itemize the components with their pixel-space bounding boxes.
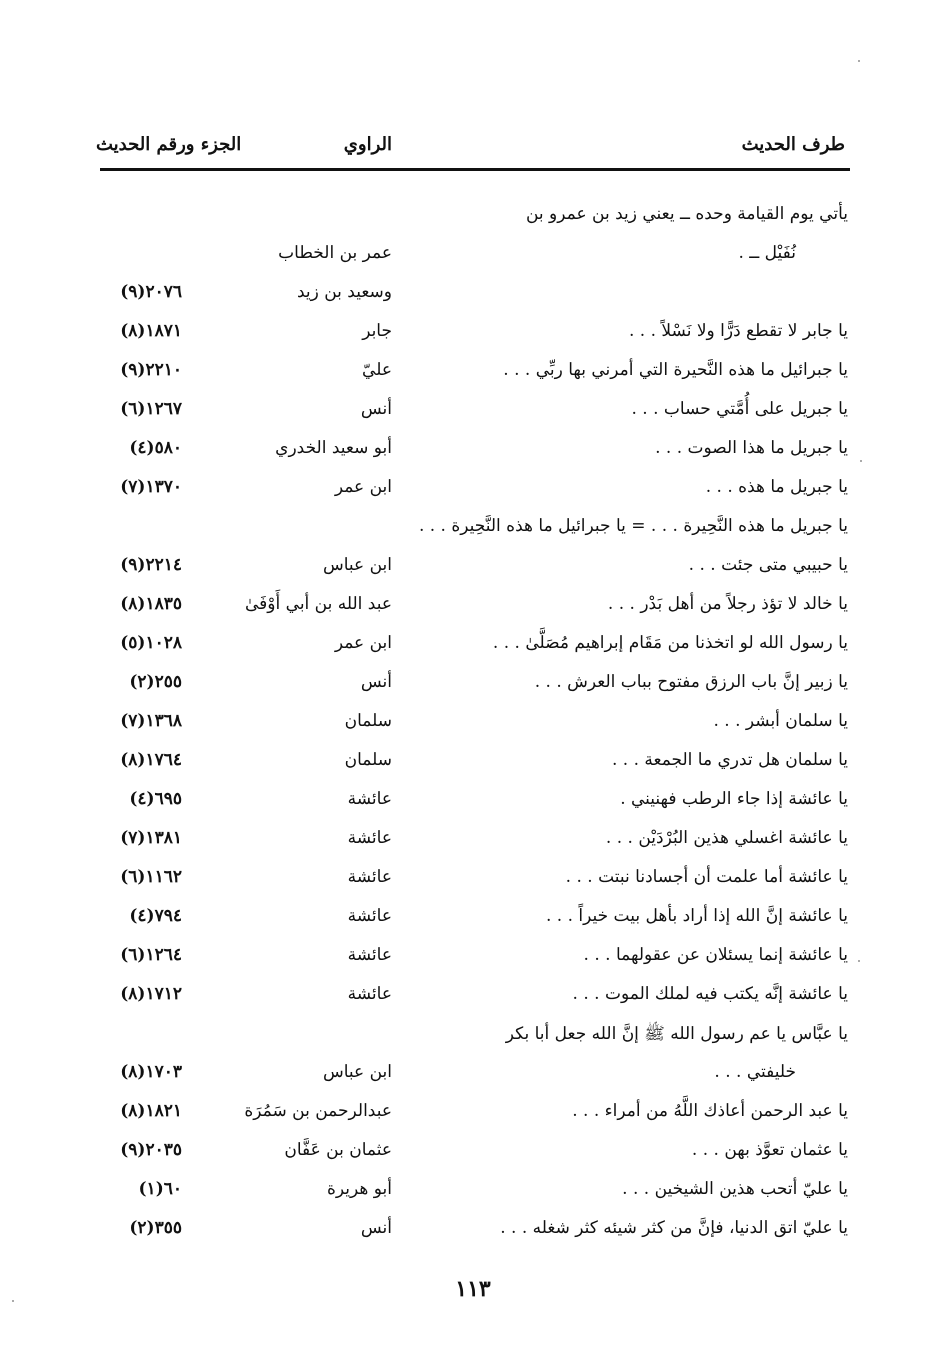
index-row	[0, 627, 946, 666]
index-row	[0, 510, 946, 549]
narrator-name: وسعيد بن زيد	[296, 282, 392, 302]
narrator-name: عبد الله بن أبي أَوْفَىٰ	[245, 594, 392, 614]
hadith-text: يا عائشة إذا جاء الرطب فهنيني .	[620, 789, 848, 809]
hadith-reference: ١٠٢٨(٥)	[120, 633, 182, 653]
index-row	[0, 432, 946, 471]
narrator-name: سلمان	[344, 711, 392, 731]
hadith-text: يا جبريل ما هذا الصوت . . .	[655, 438, 848, 458]
index-row	[0, 783, 946, 822]
hadith-text: نُفَيْل ــ .	[738, 243, 796, 263]
narrator-name: عائشة	[347, 828, 392, 848]
hadith-reference: ٢٠٣٥(٩)	[120, 1140, 182, 1160]
narrator-name: أنس	[360, 672, 392, 692]
hadith-index-list	[0, 198, 946, 1251]
index-row	[0, 1173, 946, 1212]
column-header-narrator: الراوي	[343, 134, 392, 155]
scan-speck	[860, 460, 862, 462]
hadith-text: يا جبريل ما هذه . . .	[705, 477, 848, 497]
hadith-text: يا حبيبي متى جئت . . .	[688, 555, 848, 575]
narrator-name: أبو هريرة	[326, 1179, 392, 1199]
hadith-text: يا رسول الله لو اتخذنا من مَقَام إبراهيم مُصَلَّىٰ . . .	[492, 633, 848, 653]
hadith-reference: ٦٩٥(٤)	[129, 789, 182, 809]
hadith-text: يا عائشة اغسلي هذين البُرْدَيْن . . .	[605, 828, 848, 848]
hadith-reference: ١٧٠٣(٨)	[120, 1062, 182, 1082]
narrator-name: عليّ	[362, 360, 392, 380]
scan-speck	[12, 1300, 14, 1302]
index-row	[0, 1212, 946, 1251]
hadith-reference: ١٧٦٤(٨)	[120, 750, 182, 770]
index-row	[0, 198, 946, 237]
index-row	[0, 393, 946, 432]
index-row	[0, 276, 946, 315]
hadith-text: يا عبد الرحمن أعاذك اللَّهُ من أمراء . . .	[572, 1101, 848, 1121]
index-row	[0, 978, 946, 1017]
index-row	[0, 588, 946, 627]
index-row	[0, 705, 946, 744]
hadith-text: يا سلمان أبشر . . .	[713, 711, 848, 731]
hadith-text: يا عائشة إنَّ الله إذا أراد بأهل بيت خيراً . . .	[545, 906, 848, 926]
hadith-reference: ١٨٢١(٨)	[120, 1101, 182, 1121]
hadith-reference: ١٧١٢(٨)	[120, 984, 182, 1004]
hadith-reference: ٢٢١٠(٩)	[120, 360, 182, 380]
hadith-text: يا جبرائيل ما هذه النَّحيرة التي أمرني بها ربِّي . . .	[503, 360, 848, 380]
index-row	[0, 471, 946, 510]
scan-speck	[858, 960, 860, 962]
narrator-name: سلمان	[344, 750, 392, 770]
hadith-text: يا عليّ أتحب هذين الشيخين . . .	[622, 1179, 848, 1199]
hadith-reference: ١٨٧١(٨)	[120, 321, 182, 341]
narrator-name: عائشة	[347, 867, 392, 887]
index-row	[0, 822, 946, 861]
column-header-reference: الجزء ورقم الحديث	[96, 134, 242, 155]
index-row	[0, 1095, 946, 1134]
hadith-reference: ٢٠٧٦(٩)	[120, 282, 182, 302]
narrator-name: عائشة	[347, 906, 392, 926]
index-row	[0, 315, 946, 354]
index-row	[0, 354, 946, 393]
header-divider	[100, 168, 850, 171]
hadith-text: يا عبَّاس يا عم رسول الله ﷺ إنَّ الله جعل أبا بكر	[505, 1024, 848, 1044]
hadith-text: يا عائشة أما علمت أن أجسادنا نبتت . . .	[565, 867, 848, 887]
index-row	[0, 1017, 946, 1056]
hadith-text: يا خالد لا تؤذ رجلاً من أهل بَدْر . . .	[607, 594, 848, 614]
page-number: ١١٣	[455, 1276, 491, 1302]
hadith-text: يا سلمان هل تدري ما الجمعة . . .	[611, 750, 848, 770]
hadith-text: يأتي يوم القيامة وحده ــ يعني زيد بن عمرو بن	[525, 204, 848, 224]
narrator-name: جابر	[362, 321, 392, 341]
narrator-name: عائشة	[347, 984, 392, 1004]
hadith-reference: ١٢٦٧(٦)	[120, 399, 182, 419]
hadith-reference: ٦٠(١)	[138, 1179, 182, 1199]
narrator-name: ابن عباس	[322, 555, 392, 575]
hadith-reference: ٥٨٠(٤)	[129, 438, 182, 458]
index-row	[0, 549, 946, 588]
column-header-hadith: طرف الحديث	[741, 134, 845, 155]
hadith-text: يا جابر لا تقطع دَرًّا ولا نَسْلاً . . .	[628, 321, 848, 341]
narrator-name: ابن عمر	[334, 633, 392, 653]
narrator-name: عمر بن الخطاب	[278, 243, 392, 263]
narrator-name: أبو سعيد الخدري	[275, 438, 392, 458]
hadith-reference: ١٨٣٥(٨)	[120, 594, 182, 614]
index-row	[0, 1134, 946, 1173]
index-row	[0, 1056, 946, 1095]
hadith-text: يا عليّ اتق الدنيا، فإنَّ من كثر شيئه كثر شغله . . .	[500, 1218, 848, 1238]
narrator-name: عثمان بن عَفَّان	[284, 1140, 392, 1160]
hadith-text: يا عثمان تعوَّذ بهن . . .	[691, 1140, 848, 1160]
index-row	[0, 237, 946, 276]
hadith-reference: ٧٩٤(٤)	[129, 906, 182, 926]
hadith-reference: ٣٥٥(٢)	[129, 1218, 182, 1238]
index-row	[0, 900, 946, 939]
index-row	[0, 939, 946, 978]
narrator-name: أنس	[360, 399, 392, 419]
narrator-name: عبدالرحمن بن سَمُرَة	[244, 1101, 392, 1121]
hadith-text: يا جبريل على أُمَّتي حساب . . .	[631, 399, 848, 419]
index-row	[0, 744, 946, 783]
narrator-name: عائشة	[347, 789, 392, 809]
hadith-reference: ١٣٨١(٧)	[120, 828, 182, 848]
narrator-name: أنس	[360, 1218, 392, 1238]
hadith-text: يا زبير إنَّ باب الرزق مفتوح بباب العرش . . .	[534, 672, 848, 692]
narrator-name: ابن عباس	[322, 1062, 392, 1082]
hadith-reference: ١٣٧٠(٧)	[120, 477, 182, 497]
hadith-reference: ١١٦٢(٦)	[120, 867, 182, 887]
hadith-text: خليفتي . . .	[714, 1062, 796, 1082]
hadith-text: يا عائشة إنَّه يكتب فيه لملك الموت . . .	[572, 984, 848, 1004]
hadith-text: يا عائشة إنما يسئلان عن عقولهما . . .	[583, 945, 848, 965]
hadith-text: يا جبريل ما هذه النَّحِيرة . . . = يا جبرائيل ما هذه النَّحِيرة . . .	[418, 516, 848, 536]
index-row	[0, 666, 946, 705]
narrator-name: عائشة	[347, 945, 392, 965]
index-row	[0, 861, 946, 900]
hadith-reference: ٢٥٥(٢)	[129, 672, 182, 692]
scan-speck	[858, 60, 860, 62]
hadith-reference: ٢٢١٤(٩)	[120, 555, 182, 575]
narrator-name: ابن عمر	[334, 477, 392, 497]
hadith-reference: ١٣٦٨(٧)	[120, 711, 182, 731]
hadith-reference: ١٢٦٤(٦)	[120, 945, 182, 965]
